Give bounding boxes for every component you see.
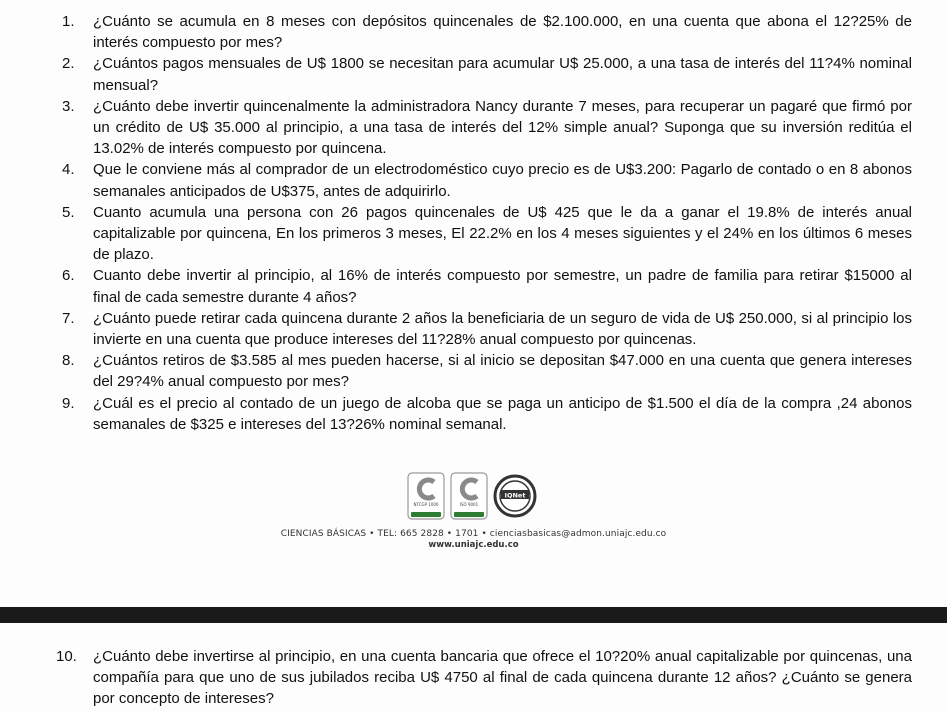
question-item — [62, 202, 912, 266]
question-number: 5. — [62, 203, 75, 221]
icontec-certification-logo-2 — [451, 473, 487, 519]
question-item — [62, 53, 912, 95]
question-item — [62, 393, 912, 435]
question-item — [62, 11, 912, 53]
question-list — [62, 11, 912, 435]
question-text: ¿Cuánto se acumula en 8 meses con depósitos quincenales de $2.100.000, en una cuenta que abona el 12?25% de interés compuesto por mes? — [93, 13, 912, 52]
question-item — [56, 646, 912, 710]
question-text: ¿Cuántos pagos mensuales de U$ 1800 se necesitan para acumular U$ 25.000, a una tasa de interés del 11?4% nominal mensual? — [93, 55, 912, 94]
question-text: ¿Cuánto debe invertir quincenalmente la administradora Nancy durante 7 meses, para recuperar un pagaré que firmó por un crédito de U$ 35.000 al principio, a una tasa de interés del 12% simple anual? Suponga que su inversión reditúa el 13.02% de interés compuesto por quincena. — [93, 97, 912, 158]
question-item — [62, 350, 912, 392]
question-number: 1. — [62, 13, 75, 30]
question-text: Que le conviene más al comprador de un electrodoméstico cuyo precio es de U$3.200: Pagarlo de contado o en 8 abonos semanales anticipados de U$375, antes de adquirirlo. — [93, 161, 912, 200]
page-divider-band — [0, 607, 947, 623]
question-number: 2. — [62, 55, 75, 73]
logo2-label: ISO 9001 — [459, 502, 479, 507]
question-number: 4. — [62, 161, 75, 179]
question-number: 9. — [62, 394, 75, 412]
icontec-certification-logo-1 — [408, 473, 444, 519]
question-number: 8. — [62, 352, 75, 370]
question-item — [62, 308, 912, 350]
question-number: 10. — [56, 648, 77, 665]
question-item — [62, 265, 912, 307]
iqnet-logo — [495, 476, 535, 516]
footer-contact: CIENCIAS BÁSICAS • TEL: 665 2828 • 1701 • cienciasbasicas@admon.uniajc.edu.co — [280, 529, 667, 539]
footer-website: www.uniajc.edu.co — [428, 540, 519, 550]
question-item — [62, 96, 912, 160]
question-number: 3. — [62, 97, 75, 115]
question-number: 6. — [62, 267, 75, 285]
question-text: Cuanto debe invertir al principio, al 16% de interés compuesto por semestre, un padre de familia para retirar $15000 al final de cada semestre durante 4 años? — [93, 267, 912, 306]
question-text: ¿Cuántos retiros de $3.585 al mes pueden hacerse, si al inicio se depositan $47.000 en una cuenta que genera intereses del 29?4% anual compuesto por mes? — [93, 352, 912, 391]
question-text: Cuanto acumula una persona con 26 pagos quincenales de U$ 425 que le da a ganar el 19.8% de interés anual capitalizable por quincena, En los primeros 3 meses, El 22.2% en los 4 meses siguientes y el 24% en los últimos 6 meses de plazo. — [93, 203, 912, 264]
question-number: 7. — [62, 309, 75, 327]
question-text: ¿Cuál es el precio al contado de un juego de alcoba que se paga un anticipo de $1.500 el día de la compra ,24 abonos semanales de $325 e intereses del 13?26% nominal semanal. — [93, 394, 912, 433]
question-text: ¿Cuánto debe invertirse al principio, en una cuenta bancaria que ofrece el 10?20% anual capitalizable por quincenas, una compañía para que uno de sus jubilados reciba U$ 4750 al final de cada quincena durante 12 años? ¿Cuánto se genera por concepto de intereses? — [93, 648, 912, 708]
question-text: ¿Cuánto puede retirar cada quincena durante 2 años la beneficiaria de un seguro de vida de U$ 250.000, si al principio los invierte en una cuenta que produce intereses del 11?28% anual compuesto por quincenas. — [93, 309, 912, 349]
question-list-page-2 — [56, 646, 912, 710]
question-item — [62, 159, 912, 201]
logo1-label: NTCGP 1000 — [413, 502, 439, 507]
logo3-label: IQNet — [504, 491, 526, 500]
certification-logos — [407, 472, 539, 522]
